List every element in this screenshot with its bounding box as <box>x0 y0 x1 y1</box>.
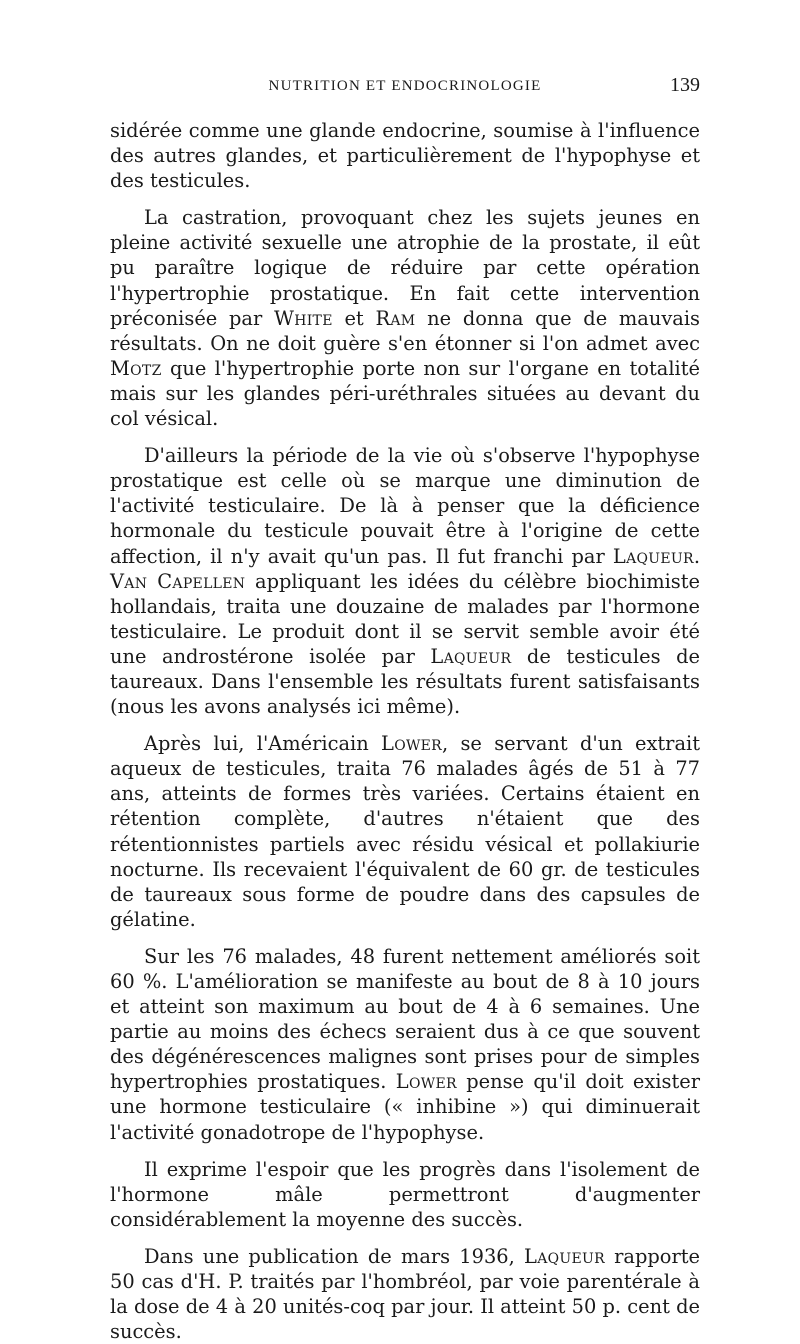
author-name: Lower <box>381 732 443 756</box>
paragraph-3 <box>110 443 700 719</box>
paragraph-7 <box>110 1244 700 1344</box>
text-run: D'ailleurs la période de la vie où s'observe l'hypophyse prostatique est celle où se marque une diminution de l'activité testiculaire. De là à penser que la déficience hormonale du testicule pouvait être à l'origine de cette affection, il n'y avait qu'un pas. Il fut franchi par <box>110 444 700 568</box>
text-run: de testicules de taureaux. Dans l'ensemble les résultats furent satisfaisants (nous les avons analysés ici même). <box>110 644 700 719</box>
text-run: sidérée comme une glande endocrine, soumise à l'influence des autres glandes, et particulièrement de l'hypophyse et des testicules. <box>110 119 700 193</box>
running-head <box>110 70 700 106</box>
book-page <box>110 70 700 1344</box>
paragraph-5 <box>110 944 700 1145</box>
text-run: . <box>693 544 700 568</box>
text-run: ne donna que de mauvais résultats. On ne doit guère s'en étonner si l'on admet avec <box>110 306 700 355</box>
author-name: Laqueur <box>524 1244 605 1268</box>
author-name: Ram <box>375 306 416 330</box>
author-name: White <box>273 306 333 330</box>
paragraph-4 <box>110 731 700 932</box>
text-run: Après lui, l'Américain <box>144 732 382 756</box>
author-name: Motz <box>110 356 162 380</box>
page-number: 139 <box>670 74 700 96</box>
author-name: Laqueur <box>612 544 694 568</box>
running-title: NUTRITION ET ENDOCRINOLOGIE <box>268 78 542 94</box>
paragraph-2 <box>110 205 700 431</box>
text-run: rapporte 50 cas d'H. P. traités par l'hombréol, par voie parentérale à la dose de 4 à 20 unités-coq par jour. Il atteint 50 p. cent de succès. <box>110 1244 701 1344</box>
text-run: La castration, provoquant chez les sujets jeunes en pleine activité sexuelle une atrophie de la prostate, il eût pu paraître logique de réduire par cette opération l'hypertrophie prostatique. En fait cette intervention préconisée par <box>110 206 700 330</box>
text-run: que l'hypertrophie porte non sur l'organe en totalité mais sur les glandes péri-uréthrales situées au devant du col vésical. <box>110 356 700 431</box>
author-name: Van Capellen <box>110 569 246 593</box>
text-run: , se servant d'un extrait aqueux de testicules, traita 76 malades âgés de 51 à 77 ans, atteints de formes très variées. Certains étaient en rétention complète, d'autres n'étaient que des rétentionnistes partiels avec résidu vésical et pollakiurie nocturne. Ils recevaient l'équivalent de 60 gr. de testicules de taureaux sous forme de poudre dans des capsules de gélatine. <box>110 732 701 931</box>
author-name: Laqueur <box>430 644 512 668</box>
text-run: Sur les 76 malades, 48 furent nettement améliorés soit 60 %. L'amélioration se manifeste au bout de 8 à 10 jours et atteint son maximum au bout de 4 à 6 semaines. Une partie au moins des échecs seraient dus à ce que souvent des dégénérescences malignes sont prises pour de simples hypertrophies prostatiques. <box>110 944 700 1094</box>
text-run: et <box>332 306 376 330</box>
paragraph-1 <box>110 118 700 193</box>
author-name: Lower <box>395 1070 457 1094</box>
body-text <box>110 118 700 1344</box>
text-run: pense qu'il doit exister une hormone testiculaire (« inhibine ») qui diminuerait l'activité gonadotrope de l'hypophyse. <box>110 1070 700 1144</box>
text-run: appliquant les idées du célèbre biochimiste hollandais, traita une douzaine de malades par l'hormone testiculaire. Le produit dont il se servit semble avoir été une androstérone isolée par <box>110 569 700 668</box>
text-run: Dans une publication de mars 1936, <box>144 1244 525 1268</box>
paragraph-6 <box>110 1157 700 1232</box>
text-run: Il exprime l'espoir que les progrès dans l'isolement de l'hormone mâle permettront d'augmenter considérablement la moyenne des succès. <box>110 1157 700 1231</box>
